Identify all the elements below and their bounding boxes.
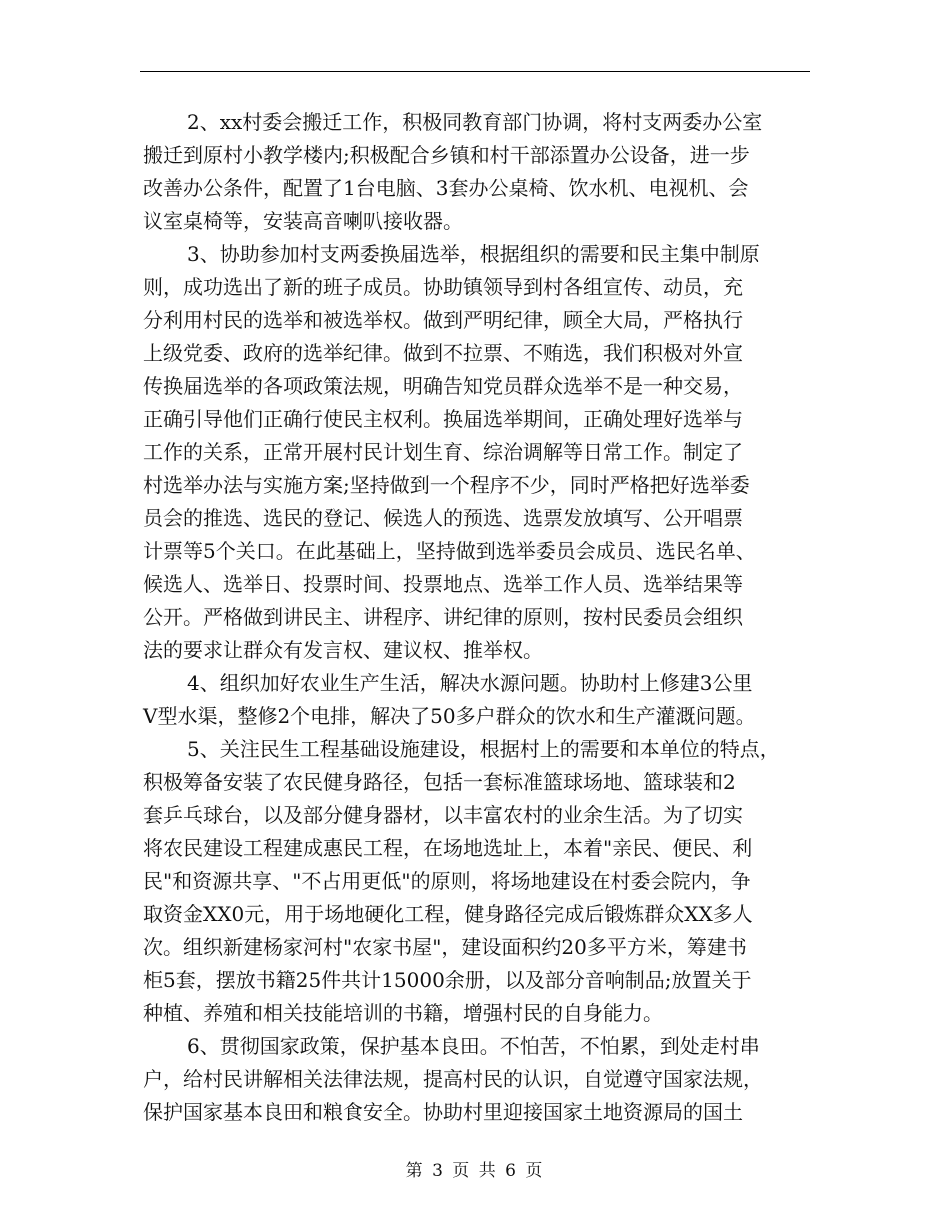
page-number-footer: 第 3 页 共 6 页 xyxy=(405,1161,545,1181)
text-line: 则，成功选出了新的班子成员。协助镇领导到村各组宣传、动员，充 xyxy=(143,275,743,299)
text-line: 法的要求让群众有发言权、建议权、推举权。 xyxy=(143,638,543,662)
text-line: 分利用村民的选举和被选举权。做到严明纪律，顾全大局，严格执行 xyxy=(143,308,743,332)
text-line: 民"和资源共享、"不占用更低"的原则，将场地建设在村委会院内，争 xyxy=(143,869,751,893)
text-line: 候选人、选举日、投票时间、投票地点、选举工作人员、选举结果等 xyxy=(143,572,743,596)
text-line: 员会的推选、选民的登记、候选人的预选、选票发放填写、公开唱票 xyxy=(143,506,743,530)
text-line: 取资金XX0元，用于场地硬化工程，健身路径完成后锻炼群众XX多人 xyxy=(143,902,753,926)
text-line: 传换届选举的各项政策法规，明确告知党员群众选举不是一种交易， xyxy=(143,374,743,398)
text-line: 积极筹备安装了农民健身路径，包括一套标准篮球场地、篮球装和2 xyxy=(143,770,736,794)
text-line: 上级党委、政府的选举纪律。做到不拉票、不贿选，我们积极对外宣 xyxy=(143,341,743,365)
text-line: 套乒乓球台，以及部分健身器材，以丰富农村的业余生活。为了切实 xyxy=(143,803,743,827)
text-line: 柜5套，摆放书籍25件共计15000余册，以及部分音响制品;放置关于 xyxy=(143,968,752,992)
text-line: 搬迁到原村小教学楼内;积极配合乡镇和村干部添置办公设备，进一步 xyxy=(143,143,750,167)
text-line: 4、组织加好农业生产生活，解决水源问题。协助村上修建3公里 xyxy=(187,671,753,695)
text-line: 5、关注民生工程基础设施建设，根据村上的需要和本单位的特点， xyxy=(187,737,780,761)
text-line: 正确引导他们正确行使民主权利。换届选举期间，正确处理好选举与 xyxy=(143,407,743,431)
text-line: 种植、养殖和相关技能培训的书籍，增强村民的自身能力。 xyxy=(143,1001,663,1025)
text-line: 公开。严格做到讲民主、讲程序、讲纪律的原则，按村民委员会组织 xyxy=(143,605,743,629)
text-line: 议室桌椅等，安装高音喇叭接收器。 xyxy=(143,209,463,233)
text-line: 次。组织新建杨家河村"农家书屋"，建设面积约20多平方米，筹建书 xyxy=(143,935,747,959)
text-line: 保护国家基本良田和粮食安全。协助村里迎接国家土地资源局的国土 xyxy=(143,1100,743,1124)
text-line: V型水渠，整修2个电排，解决了50多户群众的饮水和生产灌溉问题。 xyxy=(143,704,756,728)
text-line: 工作的关系，正常开展村民计划生育、综治调解等日常工作。制定了 xyxy=(143,440,743,464)
text-line: 6、贯彻国家政策，保护基本良田。不怕苦，不怕累，到处走村串 xyxy=(187,1034,760,1058)
text-line: 3、协助参加村支两委换届选举，根据组织的需要和民主集中制原 xyxy=(187,242,760,266)
text-line: 2、xx村委会搬迁工作，积极同教育部门协调，将村支两委办公室 xyxy=(187,110,763,134)
text-line: 将农民建设工程建成惠民工程，在场地选址上，本着"亲民、便民、利 xyxy=(143,836,753,860)
header-rule xyxy=(140,71,810,72)
text-line: 计票等5个关口。在此基础上，坚持做到选举委员会成员、选民名单、 xyxy=(143,539,756,563)
text-line: 改善办公条件，配置了1台电脑、3套办公桌椅、饮水机、电视机、会 xyxy=(143,176,749,200)
text-line: 户，给村民讲解相关法律法规，提高村民的认识，自觉遵守国家法规， xyxy=(143,1067,763,1091)
text-line: 村选举办法与实施方案;坚持做到一个程序不少，同时严格把好选举委 xyxy=(143,473,750,497)
